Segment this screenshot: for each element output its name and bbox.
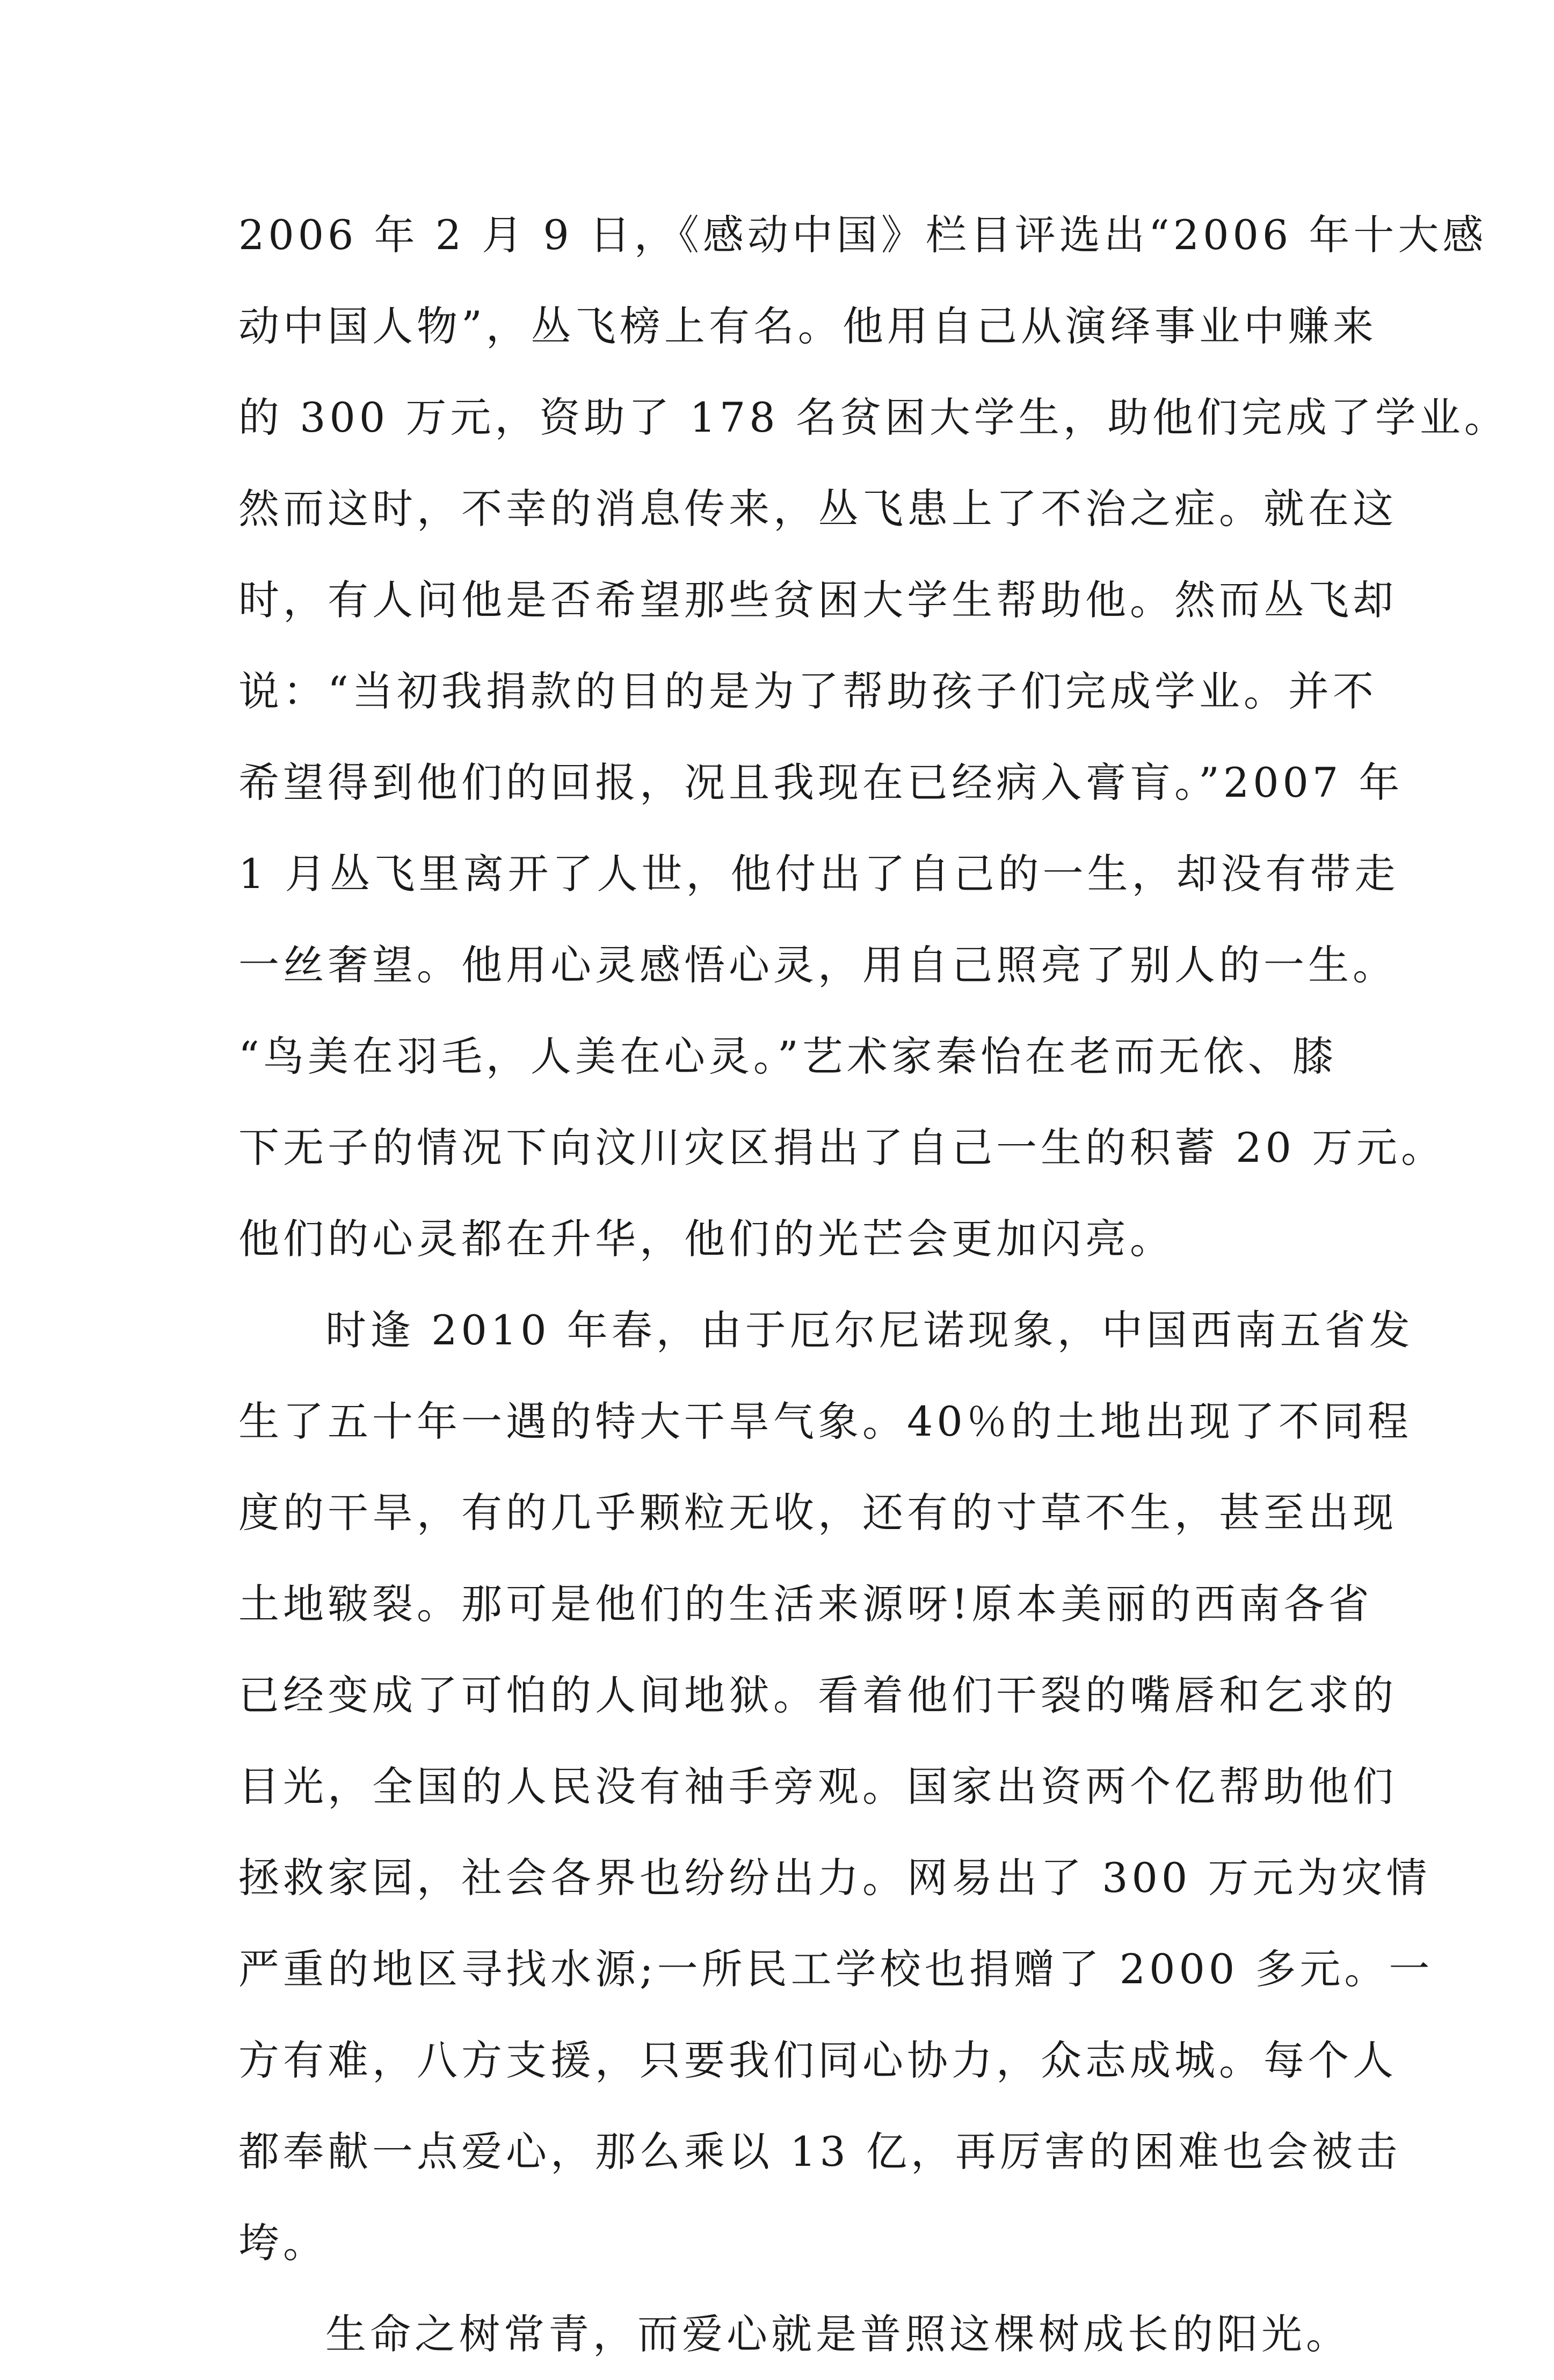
text-line: 目光，全国的人民没有袖手旁观。国家出资两个亿帮助他们 [238, 1763, 1397, 1810]
text-line: 度的干旱，有的几乎颗粒无收，还有的寸草不生，甚至出现 [238, 1489, 1397, 1537]
text-line: “鸟美在羽毛，人美在心灵。”艺术家秦怡在老而无依、膝 [238, 1032, 1337, 1080]
document-body [238, 190, 1509, 2380]
text-line: 他们的心灵都在升华，他们的光芒会更加闪亮。 [238, 1215, 1174, 1263]
text-line: 一丝奢望。他用心灵感悟心灵，用自己照亮了别人的一生。 [238, 941, 1397, 989]
paragraph-first-line: 时逢 2010 年春，由于厄尔尼诺现象，中国西南五省发 [325, 1306, 1414, 1354]
text-line: 拯救家园，社会各界也纷纷出力。网易出了 300 万元为灾情 [238, 1854, 1431, 1902]
text-line: 垮。 [238, 2219, 328, 2267]
text-line: 土地皲裂。那可是他们的生活来源呀!原本美丽的西南各省 [238, 1580, 1373, 1628]
text-line: 2006 年 2 月 9 日，《感动中国》栏目评选出“2006 年十大感 [238, 211, 1487, 259]
text-line: 方有难，八方支援，只要我们同心协力，众志成城。每个人 [238, 2036, 1397, 2084]
paragraph-first-line: 生命之树常青，而爱心就是普照这棵树成长的阳光。 [325, 2310, 1350, 2358]
text-line: 的 300 万元，资助了 178 名贫困大学生，助他们完成了学业。 [238, 394, 1509, 441]
text-line: 1 月丛飞里离开了人世，他付出了自己的一生，却没有带走 [238, 850, 1399, 898]
text-line: 然而这时，不幸的消息传来，丛飞患上了不治之症。就在这 [238, 485, 1397, 533]
text-line: 严重的地区寻找水源;一所民工学校也捐赠了 2000 多元。一 [238, 1945, 1434, 1993]
text-line: 说：“当初我捐款的目的是为了帮助孩子们完成学业。并不 [238, 667, 1377, 715]
text-line: 下无子的情况下向汶川灾区捐出了自己一生的积蓄 20 万元。 [238, 1124, 1446, 1171]
text-line: 希望得到他们的回报，况且我现在已经病入膏肓。”2007 年 [238, 759, 1404, 806]
text-line: 都奉献一点爱心，那么乘以 13 亿，再厉害的困难也会被击 [238, 2128, 1401, 2175]
text-line: 已经变成了可怕的人间地狱。看着他们干裂的嘴唇和乞求的 [238, 1671, 1397, 1719]
text-line: 时，有人问他是否希望那些贫困大学生帮助他。然而丛飞却 [238, 576, 1397, 624]
text-line: 生了五十年一遇的特大干旱气象。40％的土地出现了不同程 [238, 1398, 1412, 1445]
text-line: 动中国人物”，丛飞榜上有名。他用自己从演绎事业中赚来 [238, 302, 1377, 350]
